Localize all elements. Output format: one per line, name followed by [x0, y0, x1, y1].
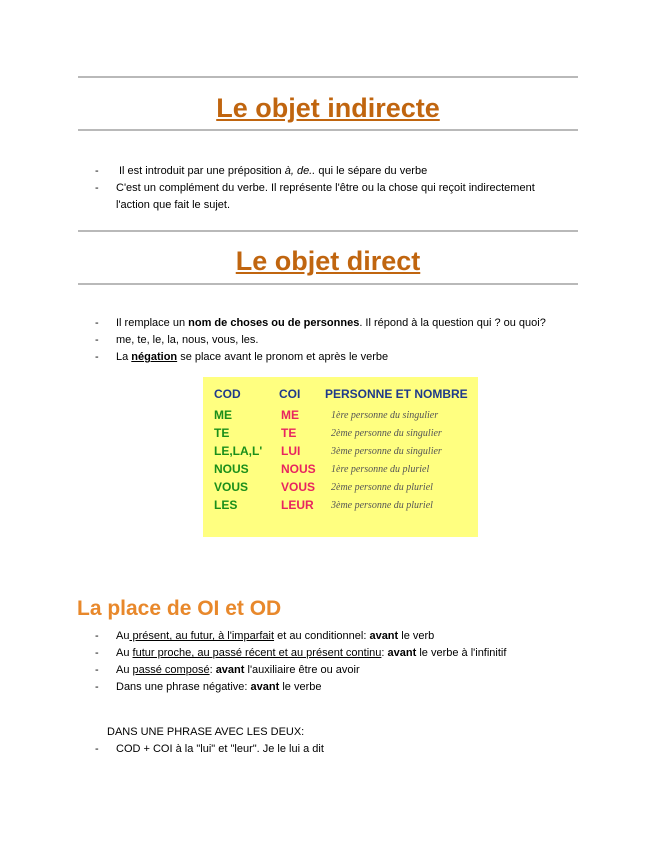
place-list: [95, 628, 595, 696]
personne-cell: 3ème personne du pluriel: [331, 500, 433, 511]
rule-above-title-2: [78, 230, 578, 232]
table-header-personne: PERSONNE ET NOMBRE: [325, 387, 468, 401]
list-item: - COD + COI à la "lui" et "leur". Je le lui a dit: [95, 743, 324, 755]
top-rule: [78, 76, 578, 78]
cod-cell: TE: [214, 426, 230, 440]
direct-list: [95, 315, 595, 366]
list-item: - Dans une phrase négative: avant le verbe: [95, 681, 322, 693]
cod-cell: LES: [214, 498, 238, 512]
cod-cell: LE,LA,L': [214, 444, 263, 458]
list-item: - Au passé composé: avant l'auxiliaire être ou avoir: [95, 664, 360, 676]
personne-cell: 1ère personne du singulier: [331, 410, 439, 421]
list-item: - me, te, le, la, nous, vous, les.: [95, 334, 259, 346]
pronoun-table: [203, 377, 478, 537]
coi-cell: NOUS: [281, 462, 316, 476]
coi-cell: LEUR: [281, 498, 314, 512]
cod-cell: ME: [214, 408, 232, 422]
personne-cell: 2ème personne du pluriel: [331, 482, 433, 493]
final-list: [95, 741, 595, 758]
table-header-cod: COD: [214, 387, 241, 401]
list-item: - C'est un complément du verbe. Il représente l'être ou la chose qui reçoit indirectement l'action que fait le sujet.: [95, 182, 535, 211]
personne-cell: 1ère personne du pluriel: [331, 464, 430, 475]
coi-cell: VOUS: [281, 480, 316, 494]
coi-cell: TE: [281, 426, 297, 440]
table-header-coi: COI: [279, 387, 301, 401]
list-item: - La négation se place avant le pronom et après le verbe: [95, 351, 389, 363]
cod-cell: NOUS: [214, 462, 249, 476]
list-item: - Au présent, au futur, à l'imparfait et au conditionnel: avant le verb: [95, 630, 435, 642]
personne-cell: 2ème personne du singulier: [331, 428, 442, 439]
section-title-place: La place de OI et OD: [77, 597, 282, 620]
note-both: DANS UNE PHRASE AVEC LES DEUX:: [107, 726, 305, 738]
section-title-direct: Le objet direct: [235, 246, 421, 276]
list-item: - Il remplace un nom de choses ou de personnes. Il répond à la question qui ? ou quoi?: [95, 317, 546, 329]
list-item: - Au futur proche, au passé récent et au présent continu: avant le verbe à l'infinitif: [95, 647, 507, 659]
cod-cell: VOUS: [214, 480, 249, 494]
coi-cell: ME: [281, 408, 299, 422]
section-title-indirect: Le objet indirecte: [216, 93, 440, 123]
list-item: - Il est introduit par une préposition à, de.. qui le sépare du verbe: [95, 165, 428, 177]
indirect-list: [95, 163, 595, 214]
rule-under-title-1: [78, 129, 578, 131]
rule-under-title-2: [78, 283, 578, 285]
personne-cell: 3ème personne du singulier: [331, 446, 442, 457]
coi-cell: LUI: [281, 444, 301, 458]
